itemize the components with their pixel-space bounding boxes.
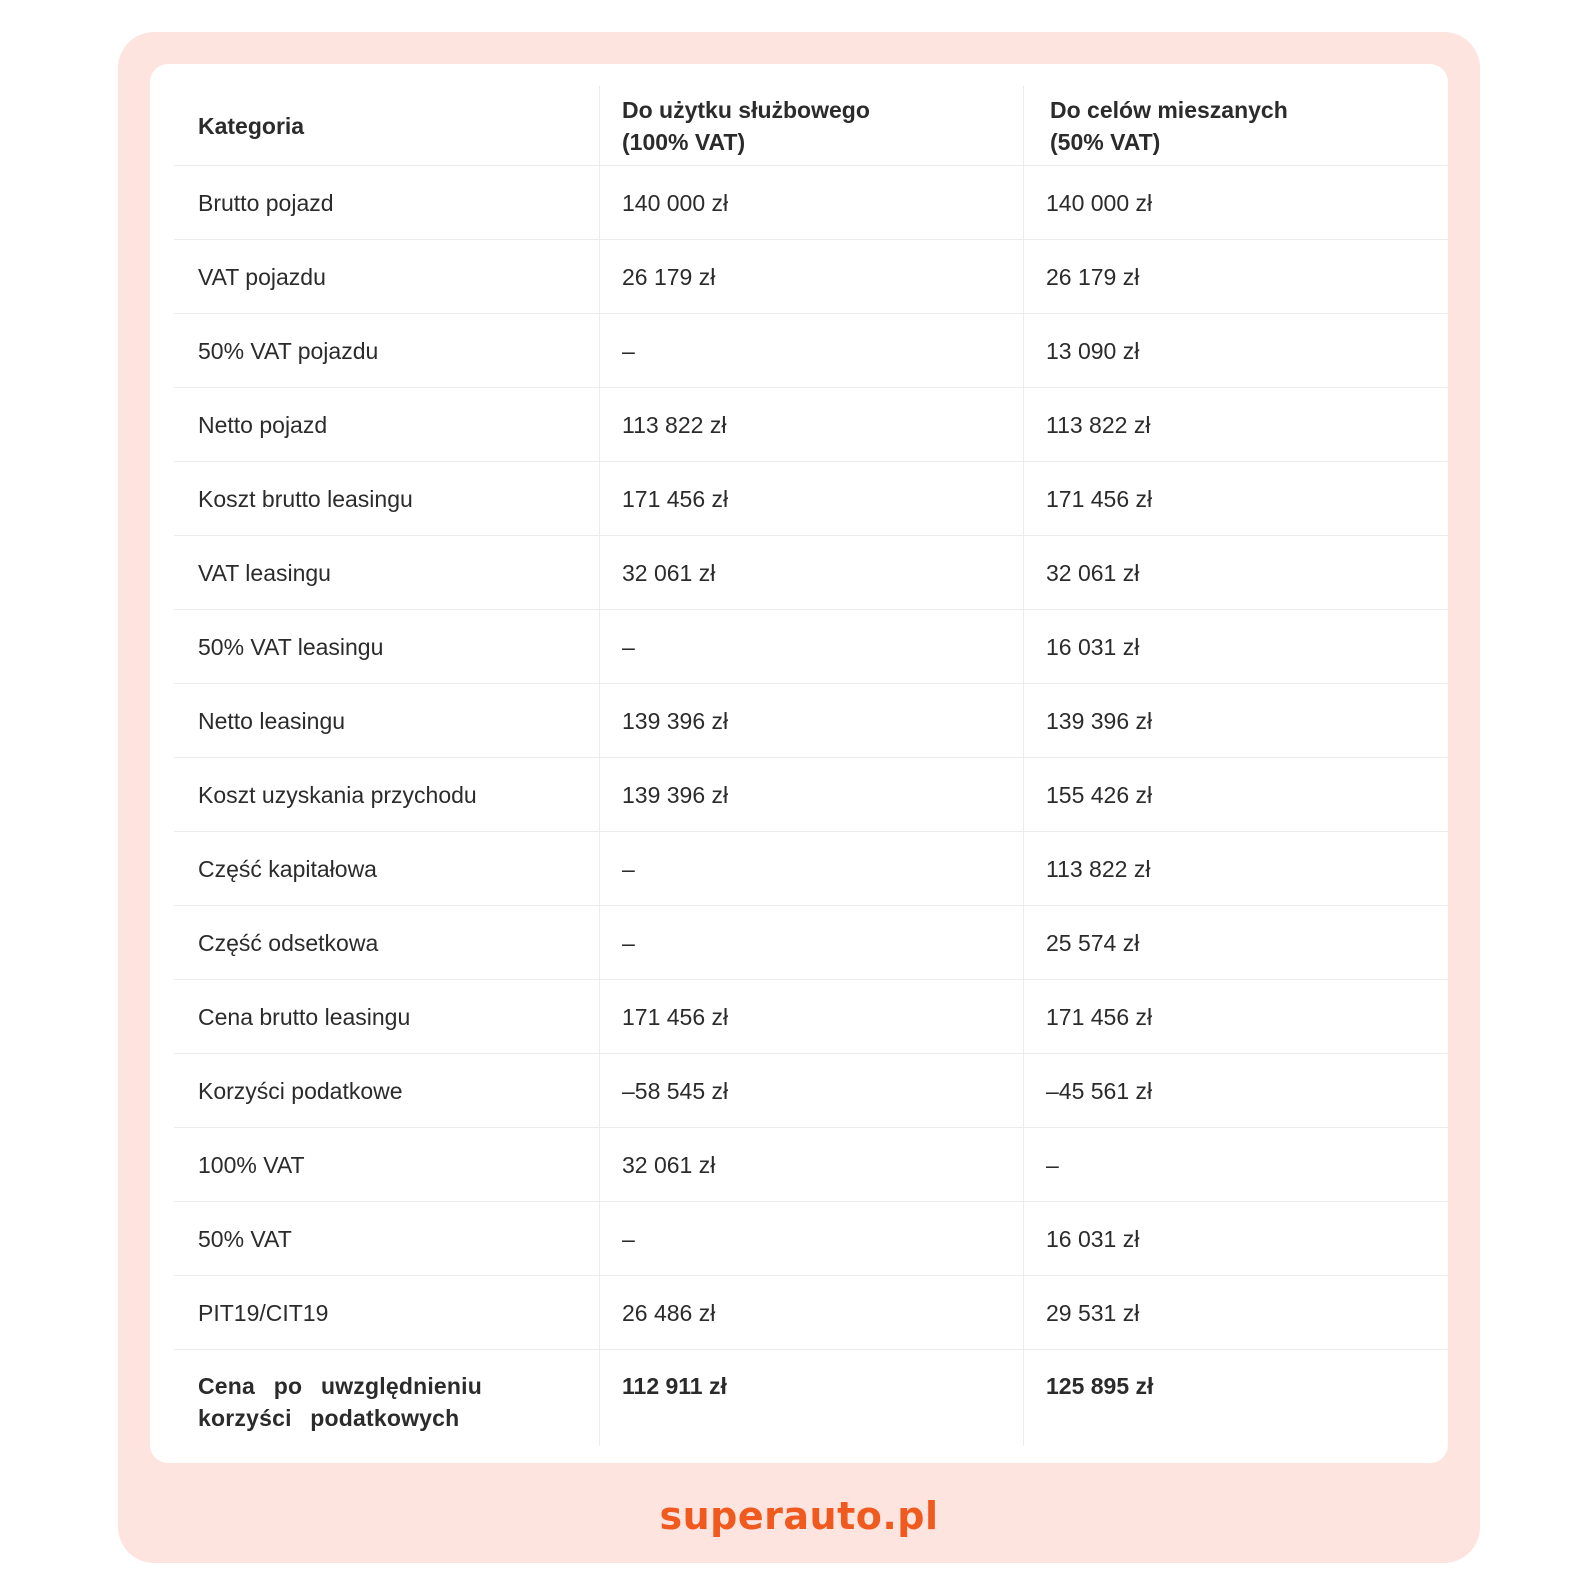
header-business-use-label: Do użytku służbowego (100% VAT) <box>622 96 870 155</box>
row-category-cell: 50% VAT <box>174 1202 600 1275</box>
total-mixed-value: 125 895 zł <box>1046 1373 1154 1399</box>
header-mixed-use <box>1024 86 1448 165</box>
row-mixed-value-cell: 171 456 zł <box>1046 485 1153 512</box>
row-category-cell: Cena brutto leasingu <box>174 980 600 1053</box>
row-mixed-value-cell: 16 031 zł <box>1046 1225 1140 1252</box>
row-business-value-cell: – <box>600 832 1024 905</box>
row-category-cell: Część kapitałowa <box>174 832 600 905</box>
header-category: Kategoria <box>174 86 600 165</box>
row-business-value-cell: 171 456 zł <box>600 980 1024 1053</box>
row-mixed-value-cell: – <box>1046 1151 1059 1178</box>
table-row <box>174 1202 1448 1276</box>
row-mixed-value-cell: 25 574 zł <box>1046 929 1140 956</box>
row-category-cell: Koszt brutto leasingu <box>174 462 600 535</box>
row-category-cell: PIT19/CIT19 <box>174 1276 600 1349</box>
row-mixed-value-cell: 16 031 zł <box>1046 633 1140 660</box>
table-row <box>174 240 1448 314</box>
table-row <box>174 906 1448 980</box>
row-business-value-cell: 26 486 zł <box>600 1276 1024 1349</box>
row-business-value-cell: – <box>600 314 1024 387</box>
row-mixed-value-cell: 140 000 zł <box>1046 189 1153 216</box>
row-mixed-value-cell: 26 179 zł <box>1046 263 1140 290</box>
comparison-card <box>150 64 1448 1463</box>
row-business-value-cell: – <box>600 906 1024 979</box>
row-category-cell: 50% VAT leasingu <box>174 610 600 683</box>
total-business-value: 112 911 zł <box>600 1350 1024 1446</box>
row-category-cell: VAT pojazdu <box>174 240 600 313</box>
row-category-cell: Koszt uzyskania przychodu <box>174 758 600 831</box>
row-business-value-cell: 113 822 zł <box>600 388 1024 461</box>
row-business-value-cell: 171 456 zł <box>600 462 1024 535</box>
table-row <box>174 166 1448 240</box>
table-row <box>174 758 1448 832</box>
table-header-row <box>174 86 1448 166</box>
row-category-cell: Netto pojazd <box>174 388 600 461</box>
row-mixed-value-cell: 32 061 zł <box>1046 559 1140 586</box>
row-mixed-value-cell: 155 426 zł <box>1046 781 1153 808</box>
row-category-cell: 100% VAT <box>174 1128 600 1201</box>
total-row-label <box>174 1350 600 1446</box>
row-category-cell: Brutto pojazd <box>174 166 600 239</box>
row-category-cell: Netto leasingu <box>174 684 600 757</box>
table-row <box>174 1128 1448 1202</box>
row-mixed-value-cell: 13 090 zł <box>1046 337 1140 364</box>
table-body <box>174 166 1448 1350</box>
header-mixed-use-label: Do celów mieszanych (50% VAT) <box>1050 96 1288 155</box>
row-mixed-value-cell: 113 822 zł <box>1046 411 1151 438</box>
row-business-value-cell: 32 061 zł <box>600 536 1024 609</box>
table-row <box>174 1276 1448 1350</box>
table-total-row <box>174 1350 1448 1446</box>
table-row <box>174 684 1448 758</box>
row-mixed-value-cell: 171 456 zł <box>1046 1003 1153 1030</box>
row-business-value-cell: 26 179 zł <box>600 240 1024 313</box>
table-row <box>174 1054 1448 1128</box>
row-business-value-cell: 140 000 zł <box>600 166 1024 239</box>
row-business-value-cell: –58 545 zł <box>600 1054 1024 1127</box>
table-row <box>174 314 1448 388</box>
infographic-frame <box>118 32 1480 1563</box>
total-row-label-text: Cena po uwzględnieniu korzyści podatkowych <box>198 1373 482 1431</box>
table-row <box>174 462 1448 536</box>
table-row <box>174 832 1448 906</box>
header-business-use <box>600 86 1024 165</box>
row-mixed-value-cell: 113 822 zł <box>1046 855 1151 882</box>
row-business-value-cell: – <box>600 1202 1024 1275</box>
table-row <box>174 388 1448 462</box>
superauto-logo: superauto.pl <box>659 1494 939 1538</box>
row-category-cell: 50% VAT pojazdu <box>174 314 600 387</box>
row-mixed-value-cell: 29 531 zł <box>1046 1299 1140 1326</box>
row-mixed-value-cell: –45 561 zł <box>1046 1077 1153 1104</box>
leasing-comparison-table <box>174 86 1448 1446</box>
row-business-value-cell: 139 396 zł <box>600 684 1024 757</box>
row-business-value-cell: – <box>600 610 1024 683</box>
row-category-cell: VAT leasingu <box>174 536 600 609</box>
row-category-cell: Część odsetkowa <box>174 906 600 979</box>
row-category-cell: Korzyści podatkowe <box>174 1054 600 1127</box>
row-business-value-cell: 32 061 zł <box>600 1128 1024 1201</box>
table-row <box>174 980 1448 1054</box>
table-row <box>174 610 1448 684</box>
table-row <box>174 536 1448 610</box>
row-mixed-value-cell: 139 396 zł <box>1046 707 1153 734</box>
row-business-value-cell: 139 396 zł <box>600 758 1024 831</box>
